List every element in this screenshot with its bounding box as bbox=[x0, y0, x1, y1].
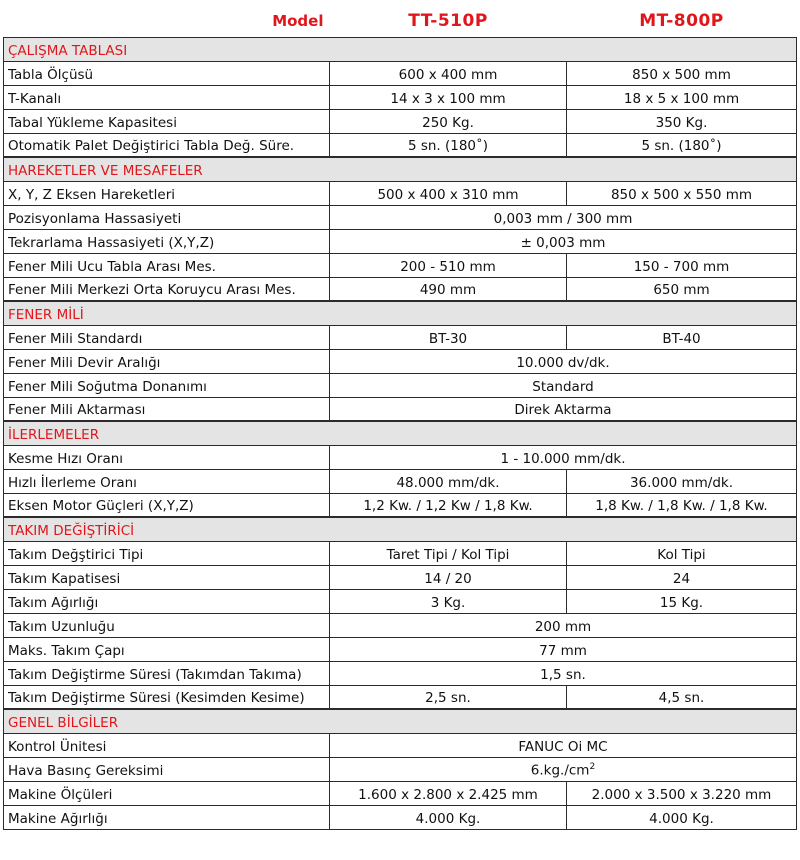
spec-label: Takım Uzunluğu bbox=[4, 613, 330, 637]
spec-value-text: 10.000 dv/dk. bbox=[516, 354, 610, 371]
spec-value-shared bbox=[330, 397, 797, 421]
spec-value-model-2: 2.000 x 3.500 x 3.220 mm bbox=[567, 781, 797, 805]
spec-row bbox=[4, 781, 797, 805]
spec-row bbox=[4, 373, 797, 397]
spec-label: T-Kanalı bbox=[4, 85, 330, 109]
spec-value-text: Standard bbox=[532, 378, 594, 395]
spec-value-model-1: 5 sn. (180˚) bbox=[330, 133, 567, 157]
spec-value-model-1: BT-30 bbox=[330, 325, 567, 349]
spec-value-model-2: 850 x 500 x 550 mm bbox=[567, 181, 797, 205]
spec-row bbox=[4, 349, 797, 373]
spec-value-model-2: 24 bbox=[567, 565, 797, 589]
spec-row bbox=[4, 397, 797, 421]
spec-value-model-1: 500 x 400 x 310 mm bbox=[330, 181, 567, 205]
spec-value-model-1: 3 Kg. bbox=[330, 589, 567, 613]
spec-value-superscript: 2 bbox=[589, 762, 596, 772]
spec-value-model-1: 4.000 Kg. bbox=[330, 805, 567, 829]
spec-row bbox=[4, 253, 797, 277]
spec-row bbox=[4, 325, 797, 349]
section-title: GENEL BİLGİLER bbox=[4, 709, 797, 733]
spec-value-model-1: 14 / 20 bbox=[330, 565, 567, 589]
spec-value-model-2: 4.000 Kg. bbox=[567, 805, 797, 829]
spec-value-model-1: 48.000 mm/dk. bbox=[330, 469, 567, 493]
spec-row bbox=[4, 277, 797, 301]
model-1-header: TT-510P bbox=[408, 11, 488, 32]
spec-value-text: 1 - 10.000 mm/dk. bbox=[500, 450, 626, 467]
spec-label: Makine Ölçüleri bbox=[4, 781, 330, 805]
spec-label: Fener Mili Merkezi Orta Koruycu Arası Mes. bbox=[4, 277, 330, 301]
spec-value-model-2: 650 mm bbox=[567, 277, 797, 301]
spec-value-model-1: 200 - 510 mm bbox=[330, 253, 567, 277]
spec-label: Fener Mili Ucu Tabla Arası Mes. bbox=[4, 253, 330, 277]
section-header-row bbox=[4, 157, 797, 181]
spec-value-model-2: BT-40 bbox=[567, 325, 797, 349]
spec-value-text: 77 mm bbox=[539, 642, 587, 659]
spec-value-shared bbox=[330, 229, 797, 253]
spec-row bbox=[4, 229, 797, 253]
section-title: FENER MİLİ bbox=[4, 301, 797, 325]
spec-value-model-1: 2,5 sn. bbox=[330, 685, 567, 709]
spec-label: Kesme Hızı Oranı bbox=[4, 445, 330, 469]
section-title: ÇALIŞMA TABLASI bbox=[4, 37, 797, 61]
spec-row bbox=[4, 565, 797, 589]
section-header-row bbox=[4, 517, 797, 541]
spec-value-model-2: 350 Kg. bbox=[567, 109, 797, 133]
spec-label: Maks. Takım Çapı bbox=[4, 637, 330, 661]
spec-label: Tabla Ölçüsü bbox=[4, 61, 330, 85]
spec-value-model-1: 250 Kg. bbox=[330, 109, 567, 133]
spec-row bbox=[4, 61, 797, 85]
model-header: Model bbox=[272, 12, 324, 31]
spec-value-text: 1,5 sn. bbox=[540, 666, 586, 683]
section-title: HAREKETLER VE MESAFELER bbox=[4, 157, 797, 181]
spec-row bbox=[4, 733, 797, 757]
spec-value-model-2: 18 x 5 x 100 mm bbox=[567, 85, 797, 109]
spec-row bbox=[4, 493, 797, 517]
spec-table bbox=[3, 7, 797, 830]
spec-value-shared bbox=[330, 205, 797, 229]
spec-row bbox=[4, 181, 797, 205]
spec-value-text: 6.kg./cm bbox=[530, 762, 590, 779]
spec-value-model-1: 14 x 3 x 100 mm bbox=[330, 85, 567, 109]
spec-value-text: FANUC Oi MC bbox=[518, 738, 608, 755]
spec-row bbox=[4, 109, 797, 133]
spec-value-model-1: 1.600 x 2.800 x 2.425 mm bbox=[330, 781, 567, 805]
section-header-row bbox=[4, 709, 797, 733]
spec-row bbox=[4, 637, 797, 661]
spec-label: Takım Ağırlığı bbox=[4, 589, 330, 613]
spec-label: Fener Mili Aktarması bbox=[4, 397, 330, 421]
spec-row bbox=[4, 445, 797, 469]
section-header-row bbox=[4, 301, 797, 325]
spec-value-text: Direk Aktarma bbox=[514, 402, 612, 418]
spec-row bbox=[4, 685, 797, 709]
section-header-row bbox=[4, 37, 797, 61]
spec-row bbox=[4, 661, 797, 685]
spec-row bbox=[4, 805, 797, 829]
spec-row bbox=[4, 205, 797, 229]
spec-row bbox=[4, 541, 797, 565]
spec-label: Takım Değştirici Tipi bbox=[4, 541, 330, 565]
spec-value-shared bbox=[330, 661, 797, 685]
spec-value-model-1: 1,2 Kw. / 1,2 Kw / 1,8 Kw. bbox=[330, 493, 567, 517]
spec-label: Fener Mili Devir Aralığı bbox=[4, 349, 330, 373]
spec-row bbox=[4, 613, 797, 637]
spec-value-text: 200 mm bbox=[534, 618, 592, 635]
spec-row bbox=[4, 757, 797, 781]
spec-value-model-1: 600 x 400 mm bbox=[330, 61, 567, 85]
spec-label: Tekrarlama Hassasiyeti (X,Y,Z) bbox=[4, 229, 330, 253]
spec-value-shared bbox=[330, 757, 797, 781]
spec-row bbox=[4, 85, 797, 109]
spec-value-shared bbox=[330, 445, 797, 469]
spec-value-text: 0,003 mm / 300 mm bbox=[493, 210, 633, 227]
spec-label: Otomatik Palet Değiştirici Tabla Değ. Süre. bbox=[4, 133, 330, 157]
spec-value-model-2: 4,5 sn. bbox=[567, 685, 797, 709]
spec-value-shared bbox=[330, 349, 797, 373]
spec-row bbox=[4, 589, 797, 613]
spec-value-model-2: Kol Tipi bbox=[567, 541, 797, 565]
spec-value-model-2: 150 - 700 mm bbox=[567, 253, 797, 277]
spec-label: Makine Ağırlığı bbox=[4, 805, 330, 829]
spec-value-shared bbox=[330, 613, 797, 637]
spec-value-shared bbox=[330, 733, 797, 757]
spec-label: X, Y, Z Eksen Hareketleri bbox=[4, 181, 330, 205]
model-2-header: MT-800P bbox=[639, 11, 724, 32]
spec-value-model-1: Taret Tipi / Kol Tipi bbox=[330, 541, 567, 565]
section-header-row bbox=[4, 421, 797, 445]
section-title: İLERLEMELER bbox=[4, 421, 797, 445]
spec-label: Eksen Motor Güçleri (X,Y,Z) bbox=[4, 493, 330, 517]
spec-label: Hızlı İlerleme Oranı bbox=[4, 469, 330, 493]
spec-sheet bbox=[3, 7, 796, 830]
spec-row bbox=[4, 469, 797, 493]
spec-label: Takım Değiştirme Süresi (Takımdan Takıma) bbox=[4, 661, 330, 685]
spec-value-shared bbox=[330, 637, 797, 661]
spec-label: Kontrol Ünitesi bbox=[4, 733, 330, 757]
spec-label: Tabal Yükleme Kapasitesi bbox=[4, 109, 330, 133]
spec-label: Fener Mili Soğutma Donanımı bbox=[4, 373, 330, 397]
spec-value-model-2: 5 sn. (180˚) bbox=[567, 133, 797, 157]
spec-value-model-2: 36.000 mm/dk. bbox=[567, 469, 797, 493]
spec-value-model-2: 850 x 500 mm bbox=[567, 61, 797, 85]
spec-label: Pozisyonlama Hassasiyeti bbox=[4, 205, 330, 229]
spec-label: Fener Mili Standardı bbox=[4, 325, 330, 349]
spec-value-model-2: 1,8 Kw. / 1,8 Kw. / 1,8 Kw. bbox=[567, 493, 797, 517]
spec-label: Hava Basınç Gereksimi bbox=[4, 757, 330, 781]
spec-value-shared bbox=[330, 373, 797, 397]
section-title: TAKIM DEĞİŞTİRİCİ bbox=[4, 517, 797, 541]
spec-value-model-2: 15 Kg. bbox=[567, 589, 797, 613]
header-row bbox=[4, 7, 797, 37]
spec-label: Takım Değiştirme Süresi (Kesimden Kesime) bbox=[4, 685, 330, 709]
spec-label: Takım Kapatisesi bbox=[4, 565, 330, 589]
spec-value-text: ± 0,003 mm bbox=[520, 234, 606, 251]
spec-row bbox=[4, 133, 797, 157]
spec-value-model-1: 490 mm bbox=[330, 277, 567, 301]
